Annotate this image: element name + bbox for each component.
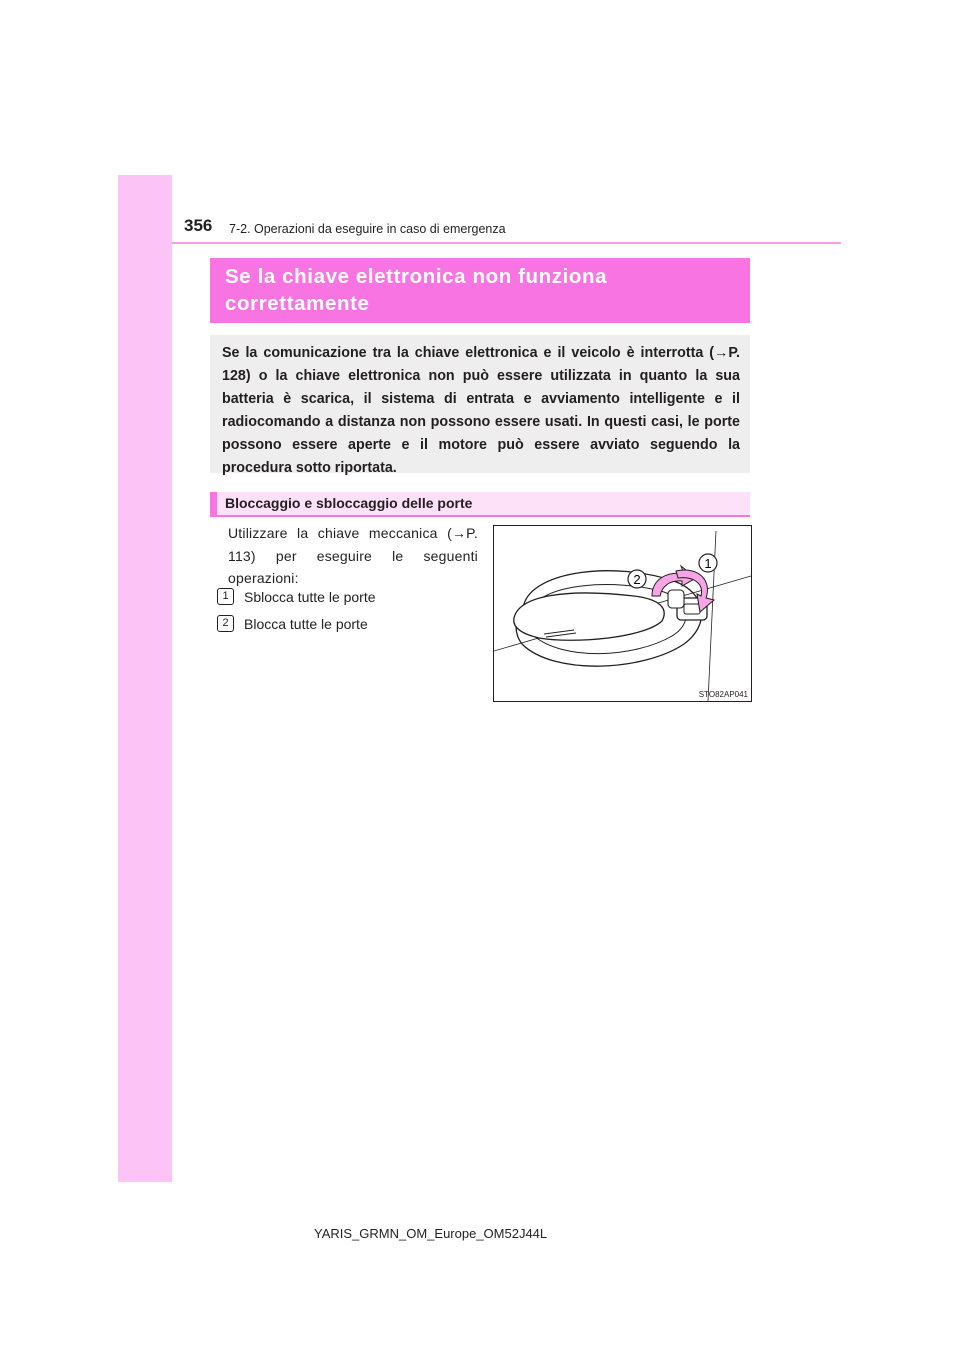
callout-1-label: 1 (704, 556, 712, 571)
door-handle-illustration (494, 526, 751, 701)
figure-code: STO82AP041 (698, 690, 748, 699)
section-title-box (210, 258, 750, 323)
body-text: Utilizzare la chiave meccanica (→P. 113) per eseguire le seguenti operazioni: (228, 525, 478, 586)
subsection-header (210, 492, 750, 517)
section-title-line1: Se la chiave elettronica non funziona (225, 265, 608, 288)
section-title-line2: correttamente (225, 292, 370, 315)
footer-text: YARIS_GRMN_OM_Europe_OM52J44L (314, 1226, 548, 1241)
side-tab-strip (118, 175, 172, 1182)
page-number: 356 (184, 216, 213, 235)
step-2-text: Blocca tutte le porte (244, 615, 368, 632)
step-1-number: 1 (217, 588, 234, 605)
subsection-marker (210, 492, 217, 517)
door-handle-figure (493, 525, 752, 702)
header-rule (172, 242, 841, 244)
step-1-text: Sblocca tutte le porte (244, 588, 376, 605)
subsection-title: Bloccaggio e sbloccaggio delle porte (225, 495, 473, 511)
callout-2-label: 2 (633, 572, 641, 587)
chapter-title: 7-2. Operazioni da eseguire in caso di emergenza (229, 222, 506, 236)
intro-text: Se la comunicazione tra la chiave elettronica e il veicolo è interrotta (→P. 128) o la chiave elettronica non può essere utilizzata in quanto la sua batteria è scarica, il sistema di entrata e avviamento intelligente e il radiocomando a distanza non possono essere usati. In questi casi, le porte possono essere aperte e il motore può essere avviato seguendo la procedura sotto riportata. (222, 345, 740, 476)
step-2 (217, 615, 368, 632)
intro-box (210, 335, 750, 476)
step-2-number: 2 (217, 615, 234, 632)
section-title (225, 263, 607, 317)
step-1 (217, 588, 376, 605)
